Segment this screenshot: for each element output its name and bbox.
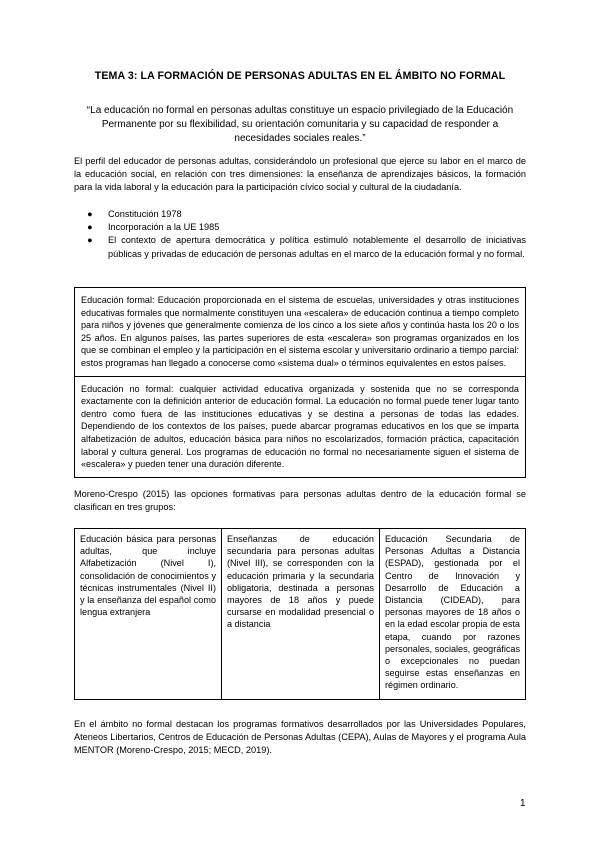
- option-cell-espad: Educación Secundaria de Personas Adultas a Distancia (ESPAD), gestionada por el Centro de Innovación y Desarrollo de Educación a Distancia (CIDEAD), para personas mayores de 18 años o en la edad escolar propia de esta etapa, cuando por razones personales, sociales, geográficas o excepcionales no puedan seguirse estas enseñanzas en régimen ordinario.: [379, 529, 525, 699]
- list-item: [84, 234, 526, 260]
- bullet-list: [84, 208, 526, 261]
- non-formal-education-definition: Educación no formal: cualquier actividad educativa organizada y sostenida que no se corresponda exactamente con la definición anterior de educación formal. La educación no formal puede tener lugar tanto dentro como fuera de las instituciones educativas y se destina a personas de todas las edades. Dependiendo de los contextos de los países, puede abarcar programas educativos en los que se imparta alfabetización de adultos, educación básica para niños no escolarizados, formación práctica, capacitación laboral y cultura general. Los programas de educación no formal no necesariamente siguen el sistema de «escalera» y pueden tener una duración diferente.: [75, 376, 525, 477]
- document-title: TEMA 3: LA FORMACIÓN DE PERSONAS ADULTAS EN EL ÁMBITO NO FORMAL: [94, 70, 506, 82]
- intro-paragraph: El perfil del educador de personas adultas, considerándolo un profesional que ejerce su labor en el marco de la educación social, en relación con tres dimensiones: la enseñanza de aprendizajes básicos, la formación para la vida laboral y la educación para la participación cívico social y cultural de la ciudadanía.: [74, 156, 526, 193]
- bullet-icon: ●: [87, 235, 93, 246]
- formal-education-definition: Educación formal: Educación proporcionada en el sistema de escuelas, universidades y otras instituciones educativas formales que normalmente constituyen una «escalera» de educación continua a tiempo completo para niños y jóvenes que generalmente comienza de los cinco a los siete años y continúa hasta los 20 o los 25 años. En algunos países, las partes superiores de esta «escalera» son programas organizados en los que se combinan el empleo y la participación en el sistema escolar y universitario ordinario a tiempo parcial: estos programas han llegado a conocerse como «sistema dual» o términos equivalentes en estos países.: [81, 295, 519, 368]
- bullet-icon: ●: [87, 222, 93, 233]
- list-item-text: Incorporación a la UE 1985: [108, 222, 220, 233]
- definitions-table: [74, 287, 526, 478]
- option-cell-secondary-education: Enseñanzas de educación secundaria para personas adultas (Nivel III), se corresponden con la educación primaria y la secundaria obligatoria, destinada a personas mayores de 18 años y puede cursarse en modalidad presencial o a distancia: [221, 529, 379, 699]
- option-cell-basic-education: Educación básica para personas adultas, que incluye Alfabetización (Nivel I), consolidación de conocimientos y técnicas instrumentales (Nivel II) y la enseñanza del español como lengua extranjera: [80, 534, 216, 618]
- moreno-crespo-paragraph: Moreno-Crespo (2015) las opciones formativas para personas adultas dentro de la educación formal se clasifican en tres grupos:: [74, 489, 526, 513]
- list-item-text: Constitución 1978: [108, 209, 182, 219]
- bullet-icon: ●: [87, 209, 93, 219]
- closing-paragraph: En el ámbito no formal destacan los programas formativos desarrollados por las Universidades Populares, Ateneos Libertarios, Centros de Educación de Personas Adultas (CEPA), Aulas de Mayores y el programa Aula MENTOR (Moreno-Crespo, 2015; MECD, 2019).: [74, 719, 526, 756]
- formative-options-table: [74, 528, 526, 700]
- list-item: [84, 208, 526, 221]
- list-item: [84, 221, 526, 234]
- list-item-text: El contexto de apertura democrática y política estimuló notablemente el desarrollo de iniciativas públicas y privadas de educación de personas adultas en el marco de la educación formal y no formal.: [108, 235, 526, 259]
- epigraph-quote: “La educación no formal en personas adultas constituye un espacio privilegiado de la Educación Permanente por su flexibilidad, su orientación comunitaria y su capacidad de responder a necesidades sociales reales.”: [86, 105, 514, 144]
- page-number: 1: [520, 798, 526, 809]
